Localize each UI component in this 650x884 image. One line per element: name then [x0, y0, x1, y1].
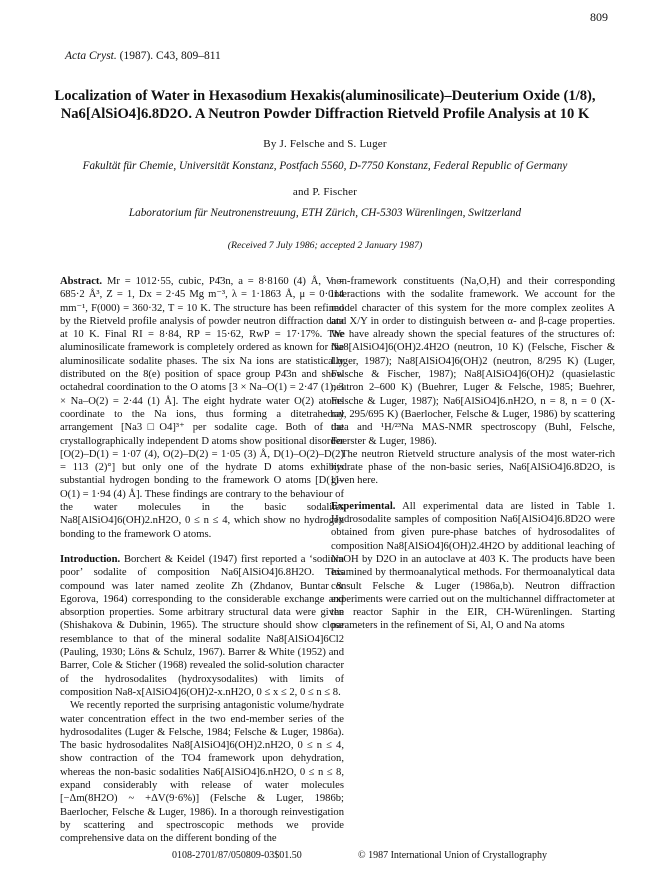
introduction-paragraph-1 [60, 553, 344, 699]
journal-citation-details: (1987). C43, 809–811 [119, 50, 221, 62]
journal-citation [65, 50, 221, 62]
experimental-paragraph [331, 500, 615, 633]
experimental-text: All experimental data are listed in Table 1. Hydrosodalite samples of composition Na6[AlSiO4]6.8D2O were obtained from given pure-phase batches of hydrosodalites of composition Na8[AlSiO4]6(OH)2.4H2O by additional leaching of NaOH by D2O in an autoclave at 403 K. The products have been examined by thermoanalytical methods. For thermoanalytical data consult Felsche & Luger (1986a,b). Neutron diffraction experiments were carried out on the multichannel diffractometer at the reactor Saphir in the EIR, CH-Würenlingen. Starting parameters in the refinement of Si, Al, O and Na atoms [331, 500, 615, 632]
author-group-1: By J. Felsche and S. Luger [263, 138, 387, 150]
received-dates: (Received 7 July 1986; accepted 2 January 1987) [227, 240, 423, 251]
introduction-paragraph-2: We recently reported the surprising antagonistic volume/hydrate water concentration effect in the two end-member series of the hydrosodalites (Luger & Felsche, 1984; Felsche & Luger, 1986a). The basic hydrosodalites Na8[AlSiO4]6(OH)2.nH2O, 0 ≤ n ≤ 4, show contraction of the TO4 framework upon dehydration, whereas the non-basic sodalities Na6[AlSiO4]6.nH2O, 0 ≤ n ≤ 8, expand considerably with release of water molecules [−Δm(8H2O) ~ +ΔV(9·6%)] (Felsche & Luger, 1986b; Baerlocher, Felsche & Luger, 1986). In a thorough reinvestigation by scattering and spectroscopic methods we provide comprehensive data on the different bonding of the [60, 700, 344, 845]
abstract-text: Mr = 1012·55, cubic, P4̄3n, a = 8·8160 (4) Å, V = 685·2 Å³, Z = 1, Dx = 2·45 Mg m⁻³, λ = 1·1863 Å, μ = 0·014 mm⁻¹, F(000) = 360·32, T = 10 K. The structure has been refined by the Rietveld profile analysis of powder neutron diffraction data at 10 K. Final RI = 8·84, RP = 15·62, RwP = 17·17%. The aluminosilicate framework is completely ordered as known for the aluminosilicate sodalite phases. The six Na ions are statistically distributed on the 8(e) position of space group P4̄3n and show octahedral coordination to the O atoms [3 × Na–O(1) = 2·47 (1), 3 × Na–O(2) = 2·44 (1) Å]. The eight hydrate water O(2) atoms coordinate to the Na ions, thus forming a ditetrahedral arrangement [Na3□O4]³⁺ per sodalite cage. Both of the crystallographically independent D atoms show positional disorder [O(2)–D(1) = 1·07 (4), O(2)–D(2) = 1·05 (3) Å, D(1)–O(2)–D(2) = 113 (2)°] but only one of the hydrate D atoms exhibits substantial hydrogen bonding to the framework O atoms [D(1)–O(1) = 1·94 (4) Å]. These findings are contrary to the behaviour of the water molecules in the basic sodalites Na8[AlSiO4]6(OH)2.nH2O, 0 ≤ n ≤ 4, which show no hydrogen bonding to the framework O atoms. [60, 276, 344, 540]
introduction-text-1: Borchert & Keidel (1947) first reported a ‘sodium poor’ sodalite of composition Na6[AlSiO4]6.8H2O. This compound was later named zeolite Zh (Zhdanov, Buntar & Egorova, 1964) corresponding to the considerable exchange and absorption properties. Some arbitrary structural data were given (Shishakova & Dubinin, 1965). The structure should show close resemblance to that of the mineral sodalite Na8[AlSiO4]6Cl2 (Pauling, 1930; Löns & Schulz, 1967). Barrer & White (1952) and Barrer, Cole & Sticher (1968) revealed the solid-solution character of the hydrosodalites (hydroxysodalites) with limits of composition Na8-x[AlSiO4]6(OH)2-x.nH2O, 0 ≤ x ≤ 2, 0 ≤ n ≤ 8. [60, 553, 344, 698]
introduction-paragraph-3: The neutron Rietveld structure analysis of the most water-rich hydrate phase of the non-basic series, Na6[AlSiO4]6.8D2O, is given here. [331, 448, 615, 487]
author-group-2: and P. Fischer [292, 186, 358, 198]
footer-copyright: © 1987 International Union of Crystallography [358, 850, 547, 861]
footer-code: 0108-2701/87/050809-03$01.50 [172, 850, 302, 861]
introduction-heading: Introduction. [60, 553, 121, 565]
page-number: 809 [590, 10, 608, 24]
abstract-heading: Abstract. [60, 276, 103, 287]
title-line-1: Localization of Water in Hexasodium Hexakis(aluminosilicate)–Deuterium Oxide (1/8), [54, 88, 596, 104]
abstract [60, 275, 344, 541]
experimental-heading: Experimental. [331, 500, 396, 512]
left-column [60, 275, 344, 845]
affiliation-2: Laboratorium für Neutronenstreuung, ETH Zürich, CH-5303 Würenlingen, Switzerland [128, 207, 522, 219]
paper-title [40, 87, 610, 123]
introduction-paragraph-2-continued: non-framework constituents (Na,O,H) and their corresponding interactions with the sodalite framework. We account for the model character of this system for the more complex zeolites A and X/Y in order to distinguish between α- and β-cage properties. We have already shown the special features of the structures of: Na8[AlSiO4]6(OH)2.4H2O (neutron, 10 K) (Felsche, Fischer & Luger, 1987); Na8[AlSiO4]6(OH)2 (neutron, 8/295 K) (Luger, Felsche & Fischer, 1987); Na8[AlSiO4]6(OH)2 (quasielastic neutron 2–600 K) (Buehrer, Luger & Felsche, 1985; Buehrer, Felsche & Luger, 1987); Na6[AlSiO4]6.nH2O, n = 8, n = 0 (X-ray, 295/695 K) (Baerlocher, Felsche & Luger, 1986) by scattering data and ¹H/²³Na MAS-NMR spectroscopy (Buhl, Felsche, Foerster & Luger, 1986). [331, 276, 615, 447]
journal-name: Acta Cryst. [65, 50, 117, 62]
affiliation-1: Fakultät für Chemie, Universität Konstanz, Postfach 5560, D-7750 Konstanz, Federal Republic of Germany [82, 160, 568, 172]
title-line-2: Na6[AlSiO4]6.8D2O. A Neutron Powder Diffraction Rietveld Profile Analysis at 10 K [60, 106, 590, 122]
right-column [331, 275, 615, 633]
